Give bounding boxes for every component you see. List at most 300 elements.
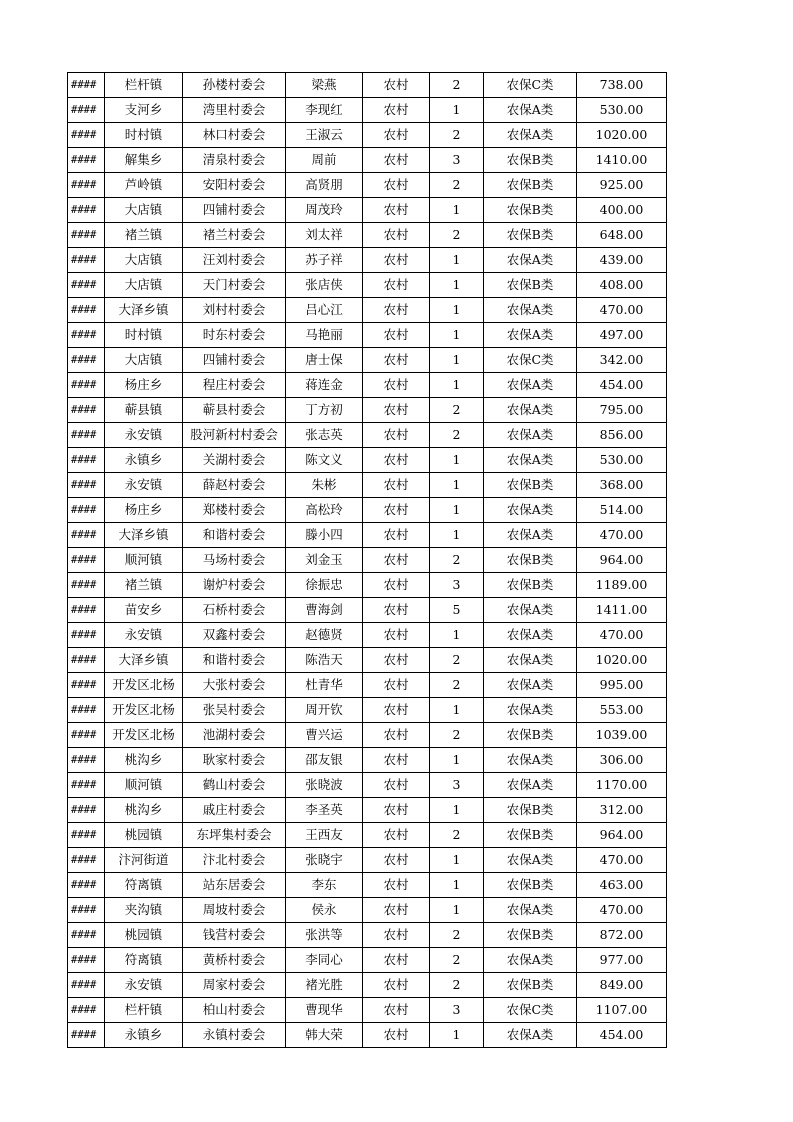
cell-amount: 1020.00 [577, 123, 667, 148]
cell-count: 2 [430, 923, 484, 948]
cell-village: 谢炉村委会 [183, 573, 286, 598]
cell-category: 农保A类 [484, 523, 577, 548]
cell-count: 3 [430, 773, 484, 798]
cell-category: 农保A类 [484, 123, 577, 148]
cell-town: 解集乡 [105, 148, 183, 173]
cell-town: 大泽乡镇 [105, 298, 183, 323]
cell-name: 张志英 [286, 423, 363, 448]
cell-village: 站东居委会 [183, 873, 286, 898]
table-row [68, 323, 667, 348]
cell-category: 农保B类 [484, 548, 577, 573]
cell-town: 时村镇 [105, 123, 183, 148]
cell-category: 农保A类 [484, 448, 577, 473]
cell-town: 芦岭镇 [105, 173, 183, 198]
cell-category: 农保A类 [484, 898, 577, 923]
cell-amount: 849.00 [577, 973, 667, 998]
cell-village: 孙楼村委会 [183, 73, 286, 98]
cell-village: 四铺村委会 [183, 348, 286, 373]
cell-amount: 470.00 [577, 848, 667, 873]
table-row [68, 648, 667, 673]
cell-type: 农村 [363, 623, 430, 648]
cell-amount: 306.00 [577, 748, 667, 773]
table-row [68, 198, 667, 223]
cell-village: 耿家村委会 [183, 748, 286, 773]
cell-village: 清泉村委会 [183, 148, 286, 173]
cell-id: #### [68, 398, 105, 423]
cell-town: 桃沟乡 [105, 748, 183, 773]
cell-count: 2 [430, 673, 484, 698]
cell-count: 1 [430, 498, 484, 523]
cell-count: 2 [430, 173, 484, 198]
cell-category: 农保A类 [484, 773, 577, 798]
cell-id: #### [68, 248, 105, 273]
cell-type: 农村 [363, 698, 430, 723]
table-row [68, 923, 667, 948]
cell-village: 戚庄村委会 [183, 798, 286, 823]
table-row [68, 848, 667, 873]
cell-name: 周茂玲 [286, 198, 363, 223]
cell-count: 1 [430, 373, 484, 398]
cell-category: 农保B类 [484, 473, 577, 498]
cell-amount: 530.00 [577, 98, 667, 123]
cell-amount: 1107.00 [577, 998, 667, 1023]
cell-count: 2 [430, 123, 484, 148]
cell-category: 农保C类 [484, 348, 577, 373]
cell-id: #### [68, 298, 105, 323]
cell-count: 3 [430, 573, 484, 598]
cell-village: 林口村委会 [183, 123, 286, 148]
table-row [68, 73, 667, 98]
cell-name: 高松玲 [286, 498, 363, 523]
cell-type: 农村 [363, 123, 430, 148]
table-row [68, 973, 667, 998]
cell-type: 农村 [363, 598, 430, 623]
cell-id: #### [68, 623, 105, 648]
cell-category: 农保A类 [484, 848, 577, 873]
cell-town: 桃园镇 [105, 923, 183, 948]
cell-amount: 1020.00 [577, 648, 667, 673]
cell-count: 1 [430, 698, 484, 723]
table-row [68, 473, 667, 498]
cell-name: 丁方初 [286, 398, 363, 423]
cell-id: #### [68, 473, 105, 498]
cell-town: 杨庄乡 [105, 498, 183, 523]
cell-amount: 795.00 [577, 398, 667, 423]
cell-id: #### [68, 998, 105, 1023]
cell-type: 农村 [363, 423, 430, 448]
cell-id: #### [68, 323, 105, 348]
cell-amount: 439.00 [577, 248, 667, 273]
cell-name: 刘金玉 [286, 548, 363, 573]
cell-town: 符离镇 [105, 948, 183, 973]
cell-type: 农村 [363, 348, 430, 373]
cell-town: 时村镇 [105, 323, 183, 348]
cell-id: #### [68, 773, 105, 798]
table-row [68, 698, 667, 723]
cell-type: 农村 [363, 673, 430, 698]
cell-count: 1 [430, 623, 484, 648]
table-row [68, 148, 667, 173]
cell-town: 开发区北杨 [105, 698, 183, 723]
table-row [68, 298, 667, 323]
table-row [68, 748, 667, 773]
table-row [68, 98, 667, 123]
cell-town: 大店镇 [105, 248, 183, 273]
cell-category: 农保B类 [484, 223, 577, 248]
table-row [68, 498, 667, 523]
cell-category: 农保B类 [484, 173, 577, 198]
cell-category: 农保A类 [484, 323, 577, 348]
cell-type: 农村 [363, 223, 430, 248]
cell-count: 1 [430, 348, 484, 373]
cell-village: 蕲县村委会 [183, 398, 286, 423]
cell-town: 褚兰镇 [105, 223, 183, 248]
cell-type: 农村 [363, 873, 430, 898]
cell-amount: 497.00 [577, 323, 667, 348]
cell-count: 1 [430, 748, 484, 773]
cell-id: #### [68, 573, 105, 598]
table-row [68, 398, 667, 423]
cell-category: 农保B类 [484, 148, 577, 173]
cell-name: 李同心 [286, 948, 363, 973]
cell-category: 农保A类 [484, 623, 577, 648]
cell-amount: 470.00 [577, 523, 667, 548]
cell-amount: 1189.00 [577, 573, 667, 598]
cell-amount: 463.00 [577, 873, 667, 898]
cell-amount: 553.00 [577, 698, 667, 723]
table-row [68, 423, 667, 448]
cell-id: #### [68, 373, 105, 398]
cell-town: 永安镇 [105, 423, 183, 448]
cell-id: #### [68, 1023, 105, 1048]
cell-town: 大店镇 [105, 198, 183, 223]
cell-village: 双鑫村委会 [183, 623, 286, 648]
cell-town: 夹沟镇 [105, 898, 183, 923]
cell-id: #### [68, 923, 105, 948]
cell-type: 农村 [363, 148, 430, 173]
cell-town: 褚兰镇 [105, 573, 183, 598]
cell-name: 张晓宇 [286, 848, 363, 873]
cell-name: 苏子祥 [286, 248, 363, 273]
cell-type: 农村 [363, 73, 430, 98]
cell-town: 符离镇 [105, 873, 183, 898]
cell-type: 农村 [363, 773, 430, 798]
cell-village: 刘村村委会 [183, 298, 286, 323]
cell-type: 农村 [363, 173, 430, 198]
table-row [68, 348, 667, 373]
cell-amount: 1410.00 [577, 148, 667, 173]
cell-name: 李现红 [286, 98, 363, 123]
cell-count: 2 [430, 948, 484, 973]
cell-town: 永安镇 [105, 473, 183, 498]
cell-id: #### [68, 198, 105, 223]
cell-category: 农保A类 [484, 648, 577, 673]
cell-type: 农村 [363, 523, 430, 548]
cell-town: 苗安乡 [105, 598, 183, 623]
cell-village: 大张村委会 [183, 673, 286, 698]
cell-amount: 964.00 [577, 823, 667, 848]
cell-name: 陈文义 [286, 448, 363, 473]
cell-type: 农村 [363, 373, 430, 398]
cell-id: #### [68, 273, 105, 298]
cell-name: 曹海剑 [286, 598, 363, 623]
cell-type: 农村 [363, 648, 430, 673]
cell-village: 石桥村委会 [183, 598, 286, 623]
table-row [68, 373, 667, 398]
cell-town: 永安镇 [105, 623, 183, 648]
cell-id: #### [68, 748, 105, 773]
cell-village: 柏山村委会 [183, 998, 286, 1023]
cell-id: #### [68, 673, 105, 698]
cell-name: 高贤朋 [286, 173, 363, 198]
table-row [68, 798, 667, 823]
cell-amount: 648.00 [577, 223, 667, 248]
cell-name: 唐士保 [286, 348, 363, 373]
cell-category: 农保B类 [484, 823, 577, 848]
cell-count: 1 [430, 523, 484, 548]
table-row [68, 823, 667, 848]
cell-town: 大泽乡镇 [105, 648, 183, 673]
cell-village: 股河新村村委会 [183, 423, 286, 448]
cell-count: 5 [430, 598, 484, 623]
cell-type: 农村 [363, 823, 430, 848]
cell-category: 农保A类 [484, 373, 577, 398]
cell-village: 和谐村委会 [183, 523, 286, 548]
cell-id: #### [68, 123, 105, 148]
cell-type: 农村 [363, 948, 430, 973]
cell-type: 农村 [363, 473, 430, 498]
cell-id: #### [68, 973, 105, 998]
cell-type: 农村 [363, 998, 430, 1023]
cell-amount: 1170.00 [577, 773, 667, 798]
cell-category: 农保B类 [484, 723, 577, 748]
table-body [68, 73, 667, 1048]
cell-village: 东坪集村委会 [183, 823, 286, 848]
cell-count: 1 [430, 873, 484, 898]
cell-id: #### [68, 523, 105, 548]
cell-town: 永镇乡 [105, 1023, 183, 1048]
cell-id: #### [68, 173, 105, 198]
table-row [68, 523, 667, 548]
cell-type: 农村 [363, 1023, 430, 1048]
table-row [68, 948, 667, 973]
cell-village: 汪刘村委会 [183, 248, 286, 273]
cell-amount: 368.00 [577, 473, 667, 498]
cell-type: 农村 [363, 248, 430, 273]
cell-village: 薛赵村委会 [183, 473, 286, 498]
table-row [68, 723, 667, 748]
cell-count: 1 [430, 1023, 484, 1048]
cell-count: 3 [430, 998, 484, 1023]
cell-category: 农保B类 [484, 973, 577, 998]
cell-name: 徐振忠 [286, 573, 363, 598]
cell-type: 农村 [363, 398, 430, 423]
cell-id: #### [68, 148, 105, 173]
cell-amount: 408.00 [577, 273, 667, 298]
cell-count: 2 [430, 73, 484, 98]
cell-category: 农保A类 [484, 248, 577, 273]
cell-category: 农保A类 [484, 298, 577, 323]
cell-town: 顺河镇 [105, 548, 183, 573]
cell-amount: 977.00 [577, 948, 667, 973]
cell-type: 农村 [363, 548, 430, 573]
cell-id: #### [68, 698, 105, 723]
cell-town: 大泽乡镇 [105, 523, 183, 548]
cell-village: 周坡村委会 [183, 898, 286, 923]
cell-count: 2 [430, 548, 484, 573]
cell-category: 农保B类 [484, 798, 577, 823]
cell-count: 1 [430, 848, 484, 873]
cell-amount: 312.00 [577, 798, 667, 823]
cell-name: 王西友 [286, 823, 363, 848]
cell-category: 农保B类 [484, 573, 577, 598]
cell-count: 2 [430, 423, 484, 448]
cell-count: 1 [430, 323, 484, 348]
cell-type: 农村 [363, 298, 430, 323]
cell-id: #### [68, 823, 105, 848]
cell-category: 农保C类 [484, 73, 577, 98]
cell-count: 2 [430, 223, 484, 248]
cell-town: 栏杆镇 [105, 998, 183, 1023]
cell-town: 大店镇 [105, 348, 183, 373]
cell-category: 农保B类 [484, 873, 577, 898]
cell-amount: 470.00 [577, 298, 667, 323]
cell-village: 黄桥村委会 [183, 948, 286, 973]
cell-village: 郑楼村委会 [183, 498, 286, 523]
cell-id: #### [68, 873, 105, 898]
cell-category: 农保A类 [484, 598, 577, 623]
cell-amount: 514.00 [577, 498, 667, 523]
cell-amount: 964.00 [577, 548, 667, 573]
cell-count: 1 [430, 448, 484, 473]
cell-name: 张店侠 [286, 273, 363, 298]
cell-type: 农村 [363, 323, 430, 348]
cell-category: 农保A类 [484, 1023, 577, 1048]
cell-name: 吕心江 [286, 298, 363, 323]
cell-name: 李东 [286, 873, 363, 898]
cell-amount: 1039.00 [577, 723, 667, 748]
cell-village: 关湖村委会 [183, 448, 286, 473]
cell-type: 农村 [363, 923, 430, 948]
cell-town: 顺河镇 [105, 773, 183, 798]
cell-name: 陈浩天 [286, 648, 363, 673]
cell-village: 鹤山村委会 [183, 773, 286, 798]
table-row [68, 223, 667, 248]
cell-category: 农保C类 [484, 998, 577, 1023]
cell-amount: 1411.00 [577, 598, 667, 623]
cell-category: 农保A类 [484, 98, 577, 123]
cell-town: 大店镇 [105, 273, 183, 298]
table-row [68, 173, 667, 198]
cell-name: 杜青华 [286, 673, 363, 698]
cell-town: 汴河街道 [105, 848, 183, 873]
cell-type: 农村 [363, 573, 430, 598]
cell-category: 农保A类 [484, 948, 577, 973]
cell-amount: 342.00 [577, 348, 667, 373]
cell-type: 农村 [363, 198, 430, 223]
cell-category: 农保A类 [484, 698, 577, 723]
cell-id: #### [68, 423, 105, 448]
cell-village: 钱营村委会 [183, 923, 286, 948]
beneficiary-table [67, 72, 667, 1048]
cell-count: 2 [430, 973, 484, 998]
cell-id: #### [68, 98, 105, 123]
cell-amount: 872.00 [577, 923, 667, 948]
cell-name: 侯永 [286, 898, 363, 923]
cell-village: 天门村委会 [183, 273, 286, 298]
cell-amount: 530.00 [577, 448, 667, 473]
cell-count: 1 [430, 898, 484, 923]
cell-village: 褚兰村委会 [183, 223, 286, 248]
cell-count: 1 [430, 473, 484, 498]
cell-count: 1 [430, 298, 484, 323]
table-row [68, 598, 667, 623]
cell-id: #### [68, 73, 105, 98]
cell-id: #### [68, 448, 105, 473]
cell-id: #### [68, 898, 105, 923]
cell-type: 农村 [363, 748, 430, 773]
cell-village: 时东村委会 [183, 323, 286, 348]
cell-type: 农村 [363, 98, 430, 123]
cell-village: 和谐村委会 [183, 648, 286, 673]
cell-type: 农村 [363, 898, 430, 923]
cell-name: 曹现华 [286, 998, 363, 1023]
cell-amount: 995.00 [577, 673, 667, 698]
cell-village: 安阳村委会 [183, 173, 286, 198]
cell-id: #### [68, 548, 105, 573]
cell-village: 周家村委会 [183, 973, 286, 998]
cell-name: 褚光胜 [286, 973, 363, 998]
cell-type: 农村 [363, 273, 430, 298]
cell-category: 农保A类 [484, 398, 577, 423]
cell-name: 刘太祥 [286, 223, 363, 248]
cell-id: #### [68, 223, 105, 248]
table-row [68, 773, 667, 798]
cell-village: 池湖村委会 [183, 723, 286, 748]
cell-amount: 470.00 [577, 623, 667, 648]
cell-village: 程庄村委会 [183, 373, 286, 398]
cell-count: 2 [430, 823, 484, 848]
table-row [68, 623, 667, 648]
cell-name: 周开钦 [286, 698, 363, 723]
cell-category: 农保B类 [484, 273, 577, 298]
cell-name: 滕小四 [286, 523, 363, 548]
cell-category: 农保B类 [484, 198, 577, 223]
cell-category: 农保A类 [484, 423, 577, 448]
cell-category: 农保A类 [484, 498, 577, 523]
cell-count: 1 [430, 98, 484, 123]
table-row [68, 573, 667, 598]
cell-amount: 738.00 [577, 73, 667, 98]
cell-town: 永镇乡 [105, 448, 183, 473]
table-row [68, 898, 667, 923]
cell-town: 杨庄乡 [105, 373, 183, 398]
cell-name: 韩大荣 [286, 1023, 363, 1048]
cell-name: 马艳丽 [286, 323, 363, 348]
table-row [68, 998, 667, 1023]
cell-count: 1 [430, 273, 484, 298]
table-row [68, 248, 667, 273]
cell-count: 1 [430, 798, 484, 823]
cell-village: 马场村委会 [183, 548, 286, 573]
cell-name: 王淑云 [286, 123, 363, 148]
cell-count: 2 [430, 398, 484, 423]
cell-amount: 454.00 [577, 373, 667, 398]
cell-town: 支河乡 [105, 98, 183, 123]
cell-town: 永安镇 [105, 973, 183, 998]
cell-count: 2 [430, 723, 484, 748]
cell-id: #### [68, 498, 105, 523]
